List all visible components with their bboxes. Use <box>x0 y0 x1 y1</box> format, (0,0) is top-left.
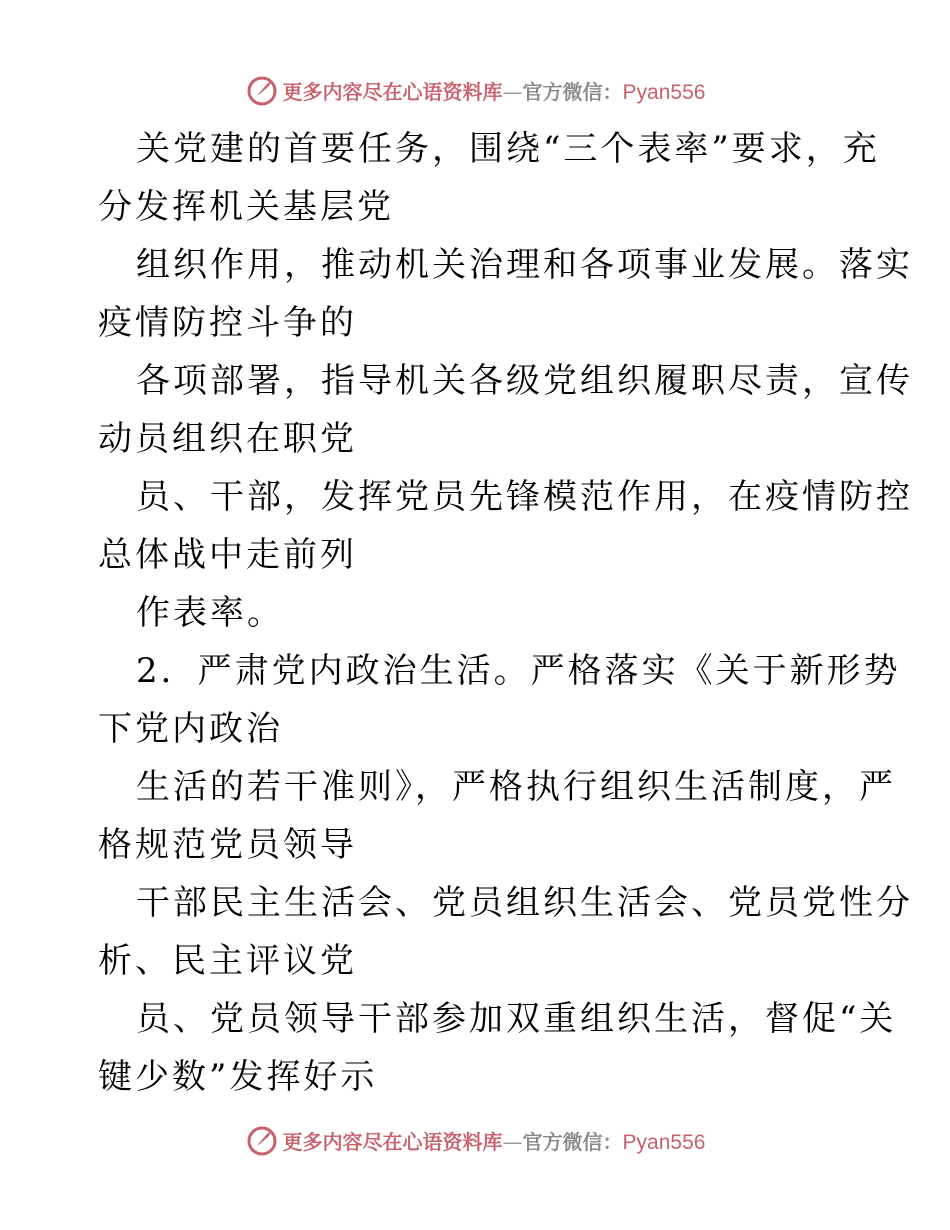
text-line: 总体战中走前列 <box>98 535 357 575</box>
text-line: 生活的若干准则》，严格执行组织生活制度，严 <box>136 767 896 807</box>
banner-wechat-label: 官方微信： <box>522 79 623 104</box>
text-line: 2．严肃党内政治生活。严格落实《关于新形势 <box>136 651 901 691</box>
banner-wechat-id: Pyan556 <box>622 1130 706 1154</box>
text-line: 作表率。 <box>136 593 284 633</box>
text-line: 格规范党员领导 <box>98 825 357 865</box>
text-line: 组织作用，推动机关治理和各项事业发展。落实 <box>136 245 913 285</box>
quill-pen-logo-icon <box>245 1123 279 1157</box>
banner-text <box>283 1126 706 1155</box>
text-line: 析、民主评议党 <box>98 941 357 981</box>
banner-separator: — <box>502 79 523 104</box>
text-line: 分发挥机关基层党 <box>98 187 394 227</box>
banner-main-text: 更多内容尽在心语资料库 <box>282 79 503 104</box>
quill-pen-logo-icon <box>245 73 279 107</box>
banner-wechat-label: 官方微信： <box>522 1129 623 1154</box>
footer-banner <box>0 1120 950 1160</box>
banner-main-text: 更多内容尽在心语资料库 <box>282 1129 503 1154</box>
banner-text <box>283 76 706 105</box>
text-line: 键少数”发挥好示 <box>98 1057 378 1097</box>
banner-separator: — <box>502 1129 523 1154</box>
text-line: 干部民主生活会、党员组织生活会、党员党性分 <box>136 883 913 923</box>
text-line: 员、干部，发挥党员先锋模范作用，在疫情防控 <box>136 477 913 517</box>
text-line: 员、党员领导干部参加双重组织生活，督促“关 <box>136 999 897 1039</box>
text-line: 动员组织在职党 <box>98 419 357 459</box>
text-line: 各项部署，指导机关各级党组织履职尽责，宣传 <box>136 361 913 401</box>
text-line: 关党建的首要任务，围绕“三个表率”要求，充 <box>136 129 880 169</box>
header-banner <box>0 70 950 110</box>
text-line: 下党内政治 <box>98 709 283 749</box>
banner-wechat-id: Pyan556 <box>622 80 706 104</box>
text-line: 疫情防控斗争的 <box>98 303 357 343</box>
